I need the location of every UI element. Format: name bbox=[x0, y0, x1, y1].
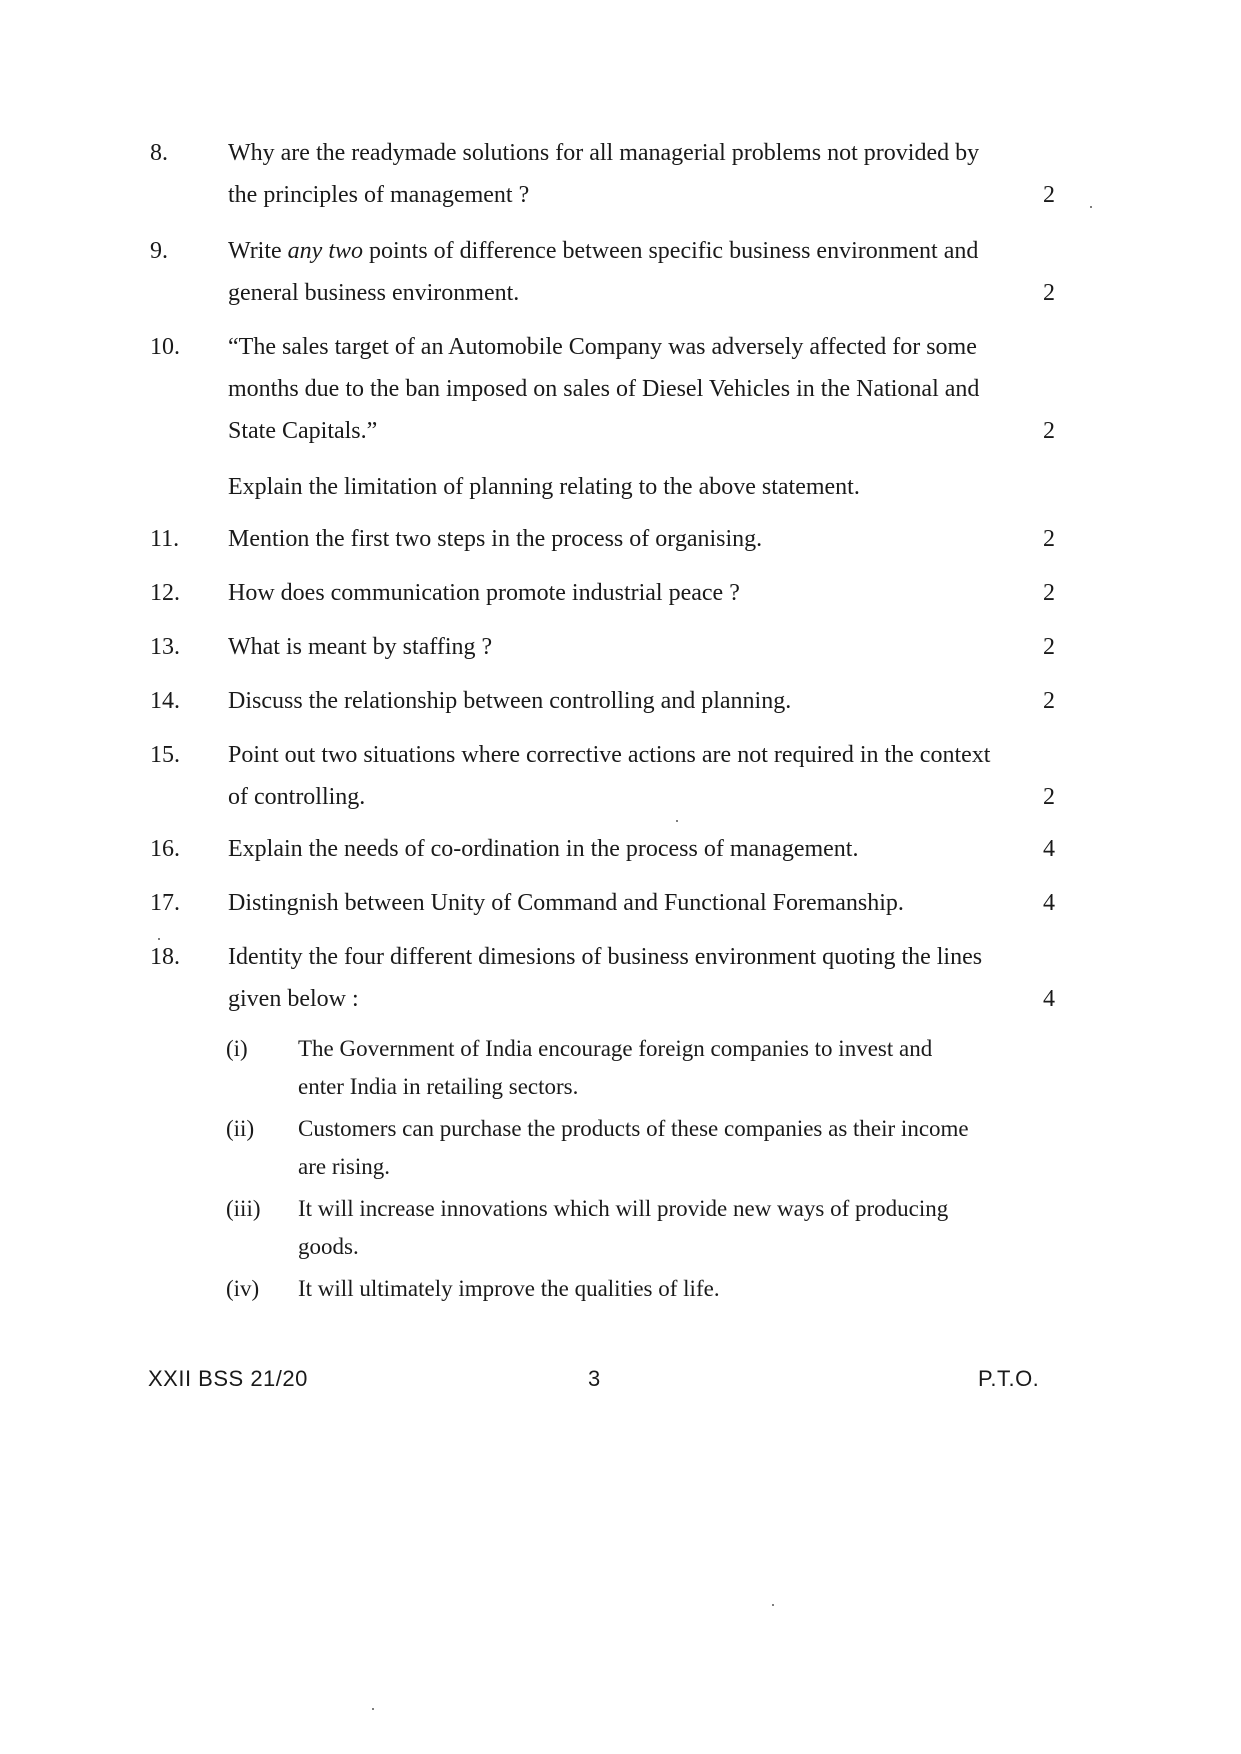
question-text: of controlling. bbox=[228, 784, 366, 810]
question-text: general business environment. bbox=[228, 280, 520, 306]
sub-item-iv bbox=[226, 1270, 1056, 1308]
sub-item-label: (i) bbox=[226, 1036, 248, 1061]
question-text: Write any two points of difference between specific business environment and bbox=[228, 238, 979, 264]
question-text: State Capitals.” bbox=[228, 418, 378, 444]
question-text: Point out two situations where corrective actions are not required in the context bbox=[228, 742, 991, 768]
paper-code: XXII BSS 21/20 bbox=[148, 1366, 308, 1391]
question-marks: 2 bbox=[1043, 526, 1055, 552]
question-number: 9. bbox=[150, 238, 168, 264]
sub-item-text: It will ultimately improve the qualities of life. bbox=[298, 1276, 720, 1301]
question-number: 14. bbox=[150, 688, 180, 714]
question-number: 16. bbox=[150, 836, 180, 862]
question-10-instruction: Explain the limitation of planning relating to the above statement. bbox=[228, 474, 860, 500]
question-marks: 4 bbox=[1043, 890, 1055, 916]
question-marks: 2 bbox=[1043, 182, 1055, 208]
sub-item-text: It will increase innovations which will provide new ways of producing bbox=[298, 1196, 949, 1221]
sub-item-text: Customers can purchase the products of these companies as their income bbox=[298, 1116, 969, 1141]
question-marks: 2 bbox=[1043, 280, 1055, 306]
question-text: Distingnish between Unity of Command and Functional Foremanship. bbox=[228, 890, 904, 916]
question-marks: 4 bbox=[1043, 986, 1055, 1012]
question-9 bbox=[150, 230, 1055, 314]
question-marks: 2 bbox=[1043, 784, 1055, 810]
sub-item-iii bbox=[226, 1190, 1056, 1266]
sub-item-label: (iv) bbox=[226, 1276, 260, 1301]
question-text: months due to the ban imposed on sales of Diesel Vehicles in the National and bbox=[228, 376, 980, 402]
question-number: 13. bbox=[150, 634, 180, 660]
sub-item-i bbox=[226, 1030, 1056, 1106]
page-number: 3 bbox=[588, 1366, 601, 1391]
question-14 bbox=[150, 680, 1055, 722]
sub-item-label: (ii) bbox=[226, 1116, 255, 1141]
question-18 bbox=[150, 936, 1055, 1020]
question-text: Why are the readymade solutions for all managerial problems not provided by bbox=[228, 140, 980, 166]
question-12 bbox=[150, 572, 1055, 614]
sub-item-text: enter India in retailing sectors. bbox=[298, 1074, 579, 1099]
question-text: Explain the needs of co-ordination in the process of management. bbox=[228, 836, 859, 862]
question-8 bbox=[150, 132, 1055, 216]
question-marks: 2 bbox=[1043, 580, 1055, 606]
pto-label: P.T.O. bbox=[978, 1366, 1040, 1391]
question-13 bbox=[150, 626, 1055, 668]
sub-item-text: goods. bbox=[298, 1234, 359, 1259]
scan-speck bbox=[676, 820, 678, 822]
question-10 bbox=[150, 326, 1055, 452]
question-marks: 2 bbox=[1043, 418, 1055, 444]
question-text: Mention the first two steps in the process of organising. bbox=[228, 526, 763, 552]
question-text: What is meant by staffing ? bbox=[228, 634, 493, 660]
question-marks: 2 bbox=[1043, 634, 1055, 660]
question-text: the principles of management ? bbox=[228, 182, 530, 208]
sub-item-text: are rising. bbox=[298, 1154, 390, 1179]
scan-speck bbox=[158, 938, 160, 940]
question-marks: 4 bbox=[1043, 836, 1055, 862]
question-text: Identity the four different dimesions of business environment quoting the lines bbox=[228, 944, 983, 970]
question-number: 12. bbox=[150, 580, 180, 606]
sub-item-text: The Government of India encourage foreign companies to invest and bbox=[298, 1036, 933, 1061]
question-text: How does communication promote industrial peace ? bbox=[228, 580, 740, 606]
question-17 bbox=[150, 882, 1055, 924]
question-11 bbox=[150, 518, 1055, 560]
question-text: given below : bbox=[228, 986, 359, 1012]
question-number: 11. bbox=[150, 526, 180, 552]
question-number: 8. bbox=[150, 140, 168, 166]
sub-item-ii bbox=[226, 1110, 1056, 1186]
question-marks: 2 bbox=[1043, 688, 1055, 714]
question-number: 10. bbox=[150, 334, 180, 360]
scan-speck bbox=[772, 1604, 774, 1606]
question-number: 17. bbox=[150, 890, 180, 916]
question-number: 18. bbox=[150, 944, 180, 970]
question-16 bbox=[150, 828, 1055, 870]
scan-speck bbox=[1090, 206, 1092, 208]
question-number: 15. bbox=[150, 742, 180, 768]
sub-item-label: (iii) bbox=[226, 1196, 261, 1221]
question-15 bbox=[150, 734, 1055, 818]
question-text: “The sales target of an Automobile Company was adversely affected for some bbox=[228, 334, 977, 360]
scan-speck bbox=[372, 1708, 374, 1710]
question-text: Discuss the relationship between controlling and planning. bbox=[228, 688, 792, 714]
